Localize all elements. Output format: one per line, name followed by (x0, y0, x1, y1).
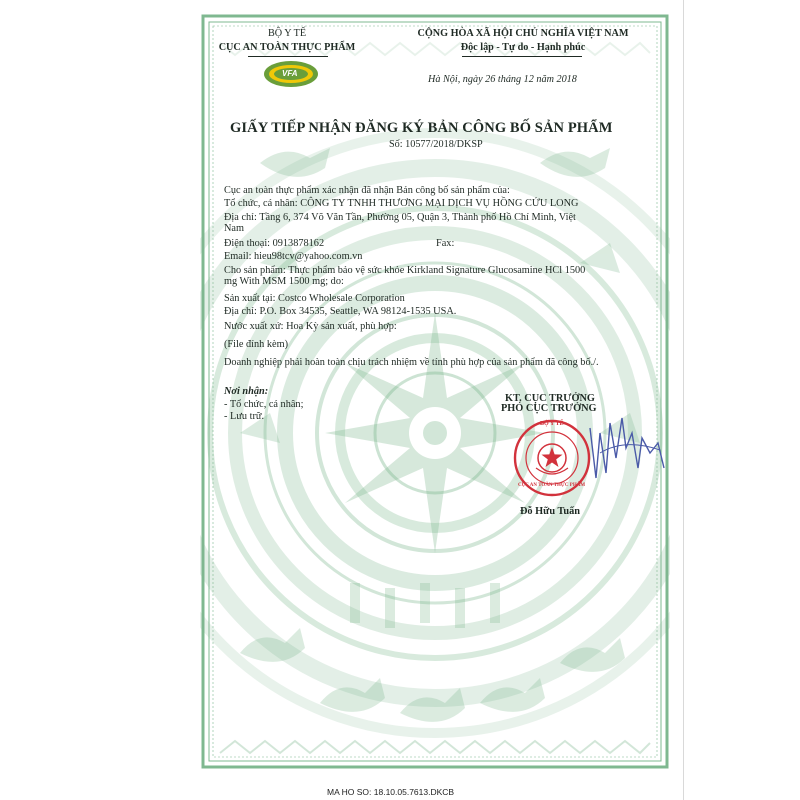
manufacturer-address-line: Địa chỉ: P.O. Box 34535, Seattle, WA 98124-1535 USA. (224, 306, 457, 317)
file-code-footer: MA HO SO: 18.10.05.7613.DKCB (327, 787, 455, 797)
signer-title-2: PHÓ CỤC TRƯỞNG (501, 403, 597, 414)
recipient-item: - Lưu trữ. (224, 411, 265, 422)
fax-line: Fax: (436, 238, 455, 249)
address-line-continued: Nam (224, 223, 245, 234)
stamp-top-text: BỘ Y TẾ (540, 421, 564, 427)
origin-line: Nước xuất xứ: Hoa Kỳ sản xuất, phù hợp: (224, 321, 397, 332)
responsibility-line: Doanh nghiệp phải hoàn toàn chịu trách nhiệm về tính phù hợp của sản phẩm đã công bố./. (224, 357, 599, 368)
signer-title-1: KT. CỤC TRƯỞNG (505, 393, 595, 404)
organization-line: Tổ chức, cá nhân: CÔNG TY TNHH THƯƠNG MẠI DỊCH VỤ HỒNG CỬU LONG (224, 198, 579, 209)
certificate-document (200, 13, 670, 770)
stamp-bottom-text: CỤC AN TOÀN THỰC PHẨM (518, 483, 586, 488)
recipients-label: Nơi nhận: (224, 386, 269, 397)
handwritten-signature-icon (580, 398, 670, 488)
phone-line: Điện thoại: 0913878162 (224, 238, 325, 249)
email-line: Email: hieu98tcv@yahoo.com.vn (224, 251, 363, 262)
intro-line: Cục an toàn thực phẩm xác nhận đã nhận Bản công bố sản phẩm của: (224, 185, 510, 196)
national-motto: Độc lập - Tự do - Hạnh phúc (460, 42, 586, 53)
department-name: CỤC AN TOÀN THỰC PHẨM (218, 42, 356, 53)
attachment-line: (File đính kèm) (224, 339, 289, 350)
manufacturer-line: Sản xuất tại: Costco Wholesale Corporation (224, 293, 405, 304)
motto-underline (462, 56, 582, 57)
product-line-continued: mg With MSM 1500 mg; do: (224, 276, 344, 287)
page-edge-line (683, 0, 684, 800)
ministry-name: BỘ Y TẾ (267, 28, 307, 39)
signer-name: Đỗ Hữu Tuấn (520, 506, 580, 517)
recipient-item: - Tổ chức, cá nhân; (224, 399, 304, 410)
place-date: Hà Nội, ngày 26 tháng 12 năm 2018 (428, 74, 577, 85)
product-line: Cho sản phẩm: Thực phẩm bảo vệ sức khỏe Kirkland Signature Glucosamine HCl 1500 (224, 265, 586, 276)
department-underline (248, 56, 328, 57)
vfa-logo-text: VFA (282, 69, 298, 78)
document-number: Số: 10577/2018/DKSP (389, 139, 483, 150)
document-title: GIẤY TIẾP NHẬN ĐĂNG KÝ BẢN CÔNG BỐ SẢN PHẨM (230, 120, 613, 136)
certificate-content (200, 13, 670, 770)
country-name: CỘNG HÒA XÃ HỘI CHỦ NGHĨA VIỆT NAM (417, 28, 629, 39)
address-line: Địa chỉ: Tầng 6, 374 Võ Văn Tần, Phường 05, Quận 3, Thành phố Hồ Chí Minh, Việt (224, 212, 576, 223)
